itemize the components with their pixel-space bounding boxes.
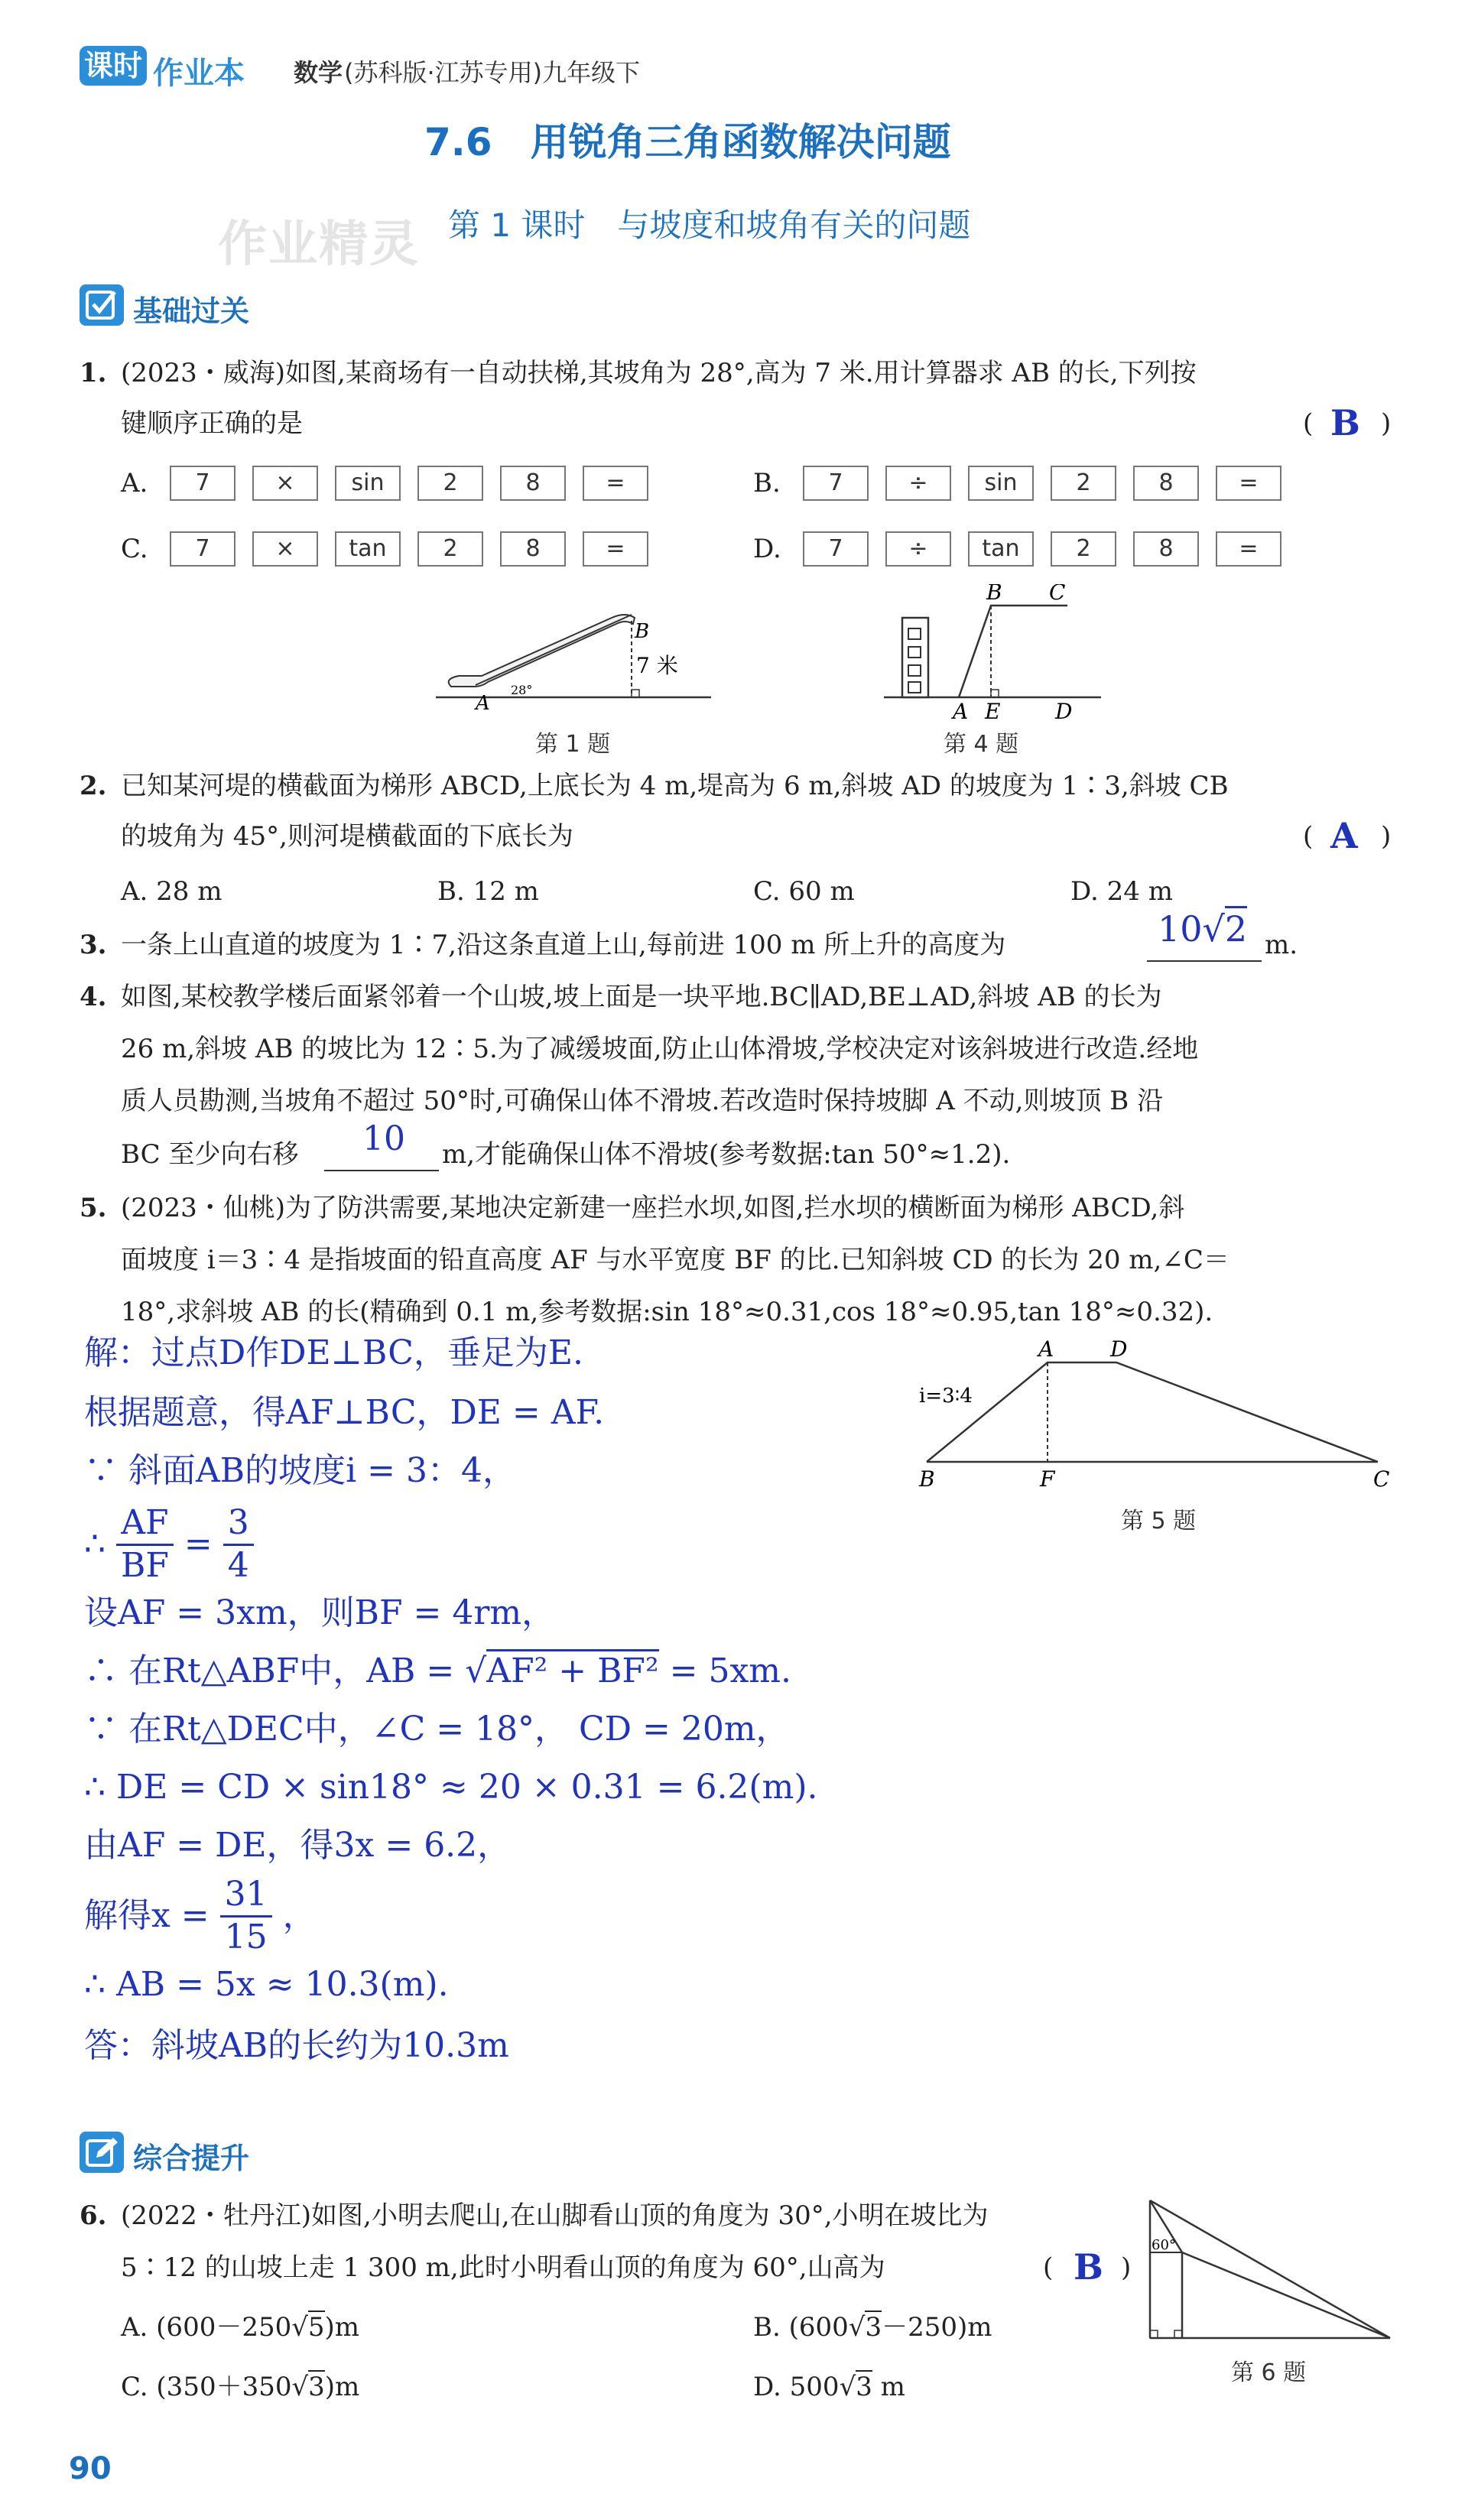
- q5-line1: (2023・仙桃)为了防洪需要,某地决定新建一座拦水坝,如图,拦水坝的横断面为梯形 ABCD,斜: [121, 1193, 1185, 1223]
- q2-option: D. 24 m: [1070, 876, 1173, 907]
- q1-optC-key: ×: [252, 531, 318, 567]
- q1-optD-key: ÷: [885, 531, 951, 567]
- q1-answer: B: [1330, 402, 1360, 443]
- q5-sol-4-therefore: ∴: [84, 1524, 106, 1564]
- q1-optC-key: tan: [335, 531, 401, 567]
- fig4-label-C: C: [1049, 584, 1066, 605]
- logo: 课时: [80, 46, 147, 86]
- q6-number: 6.: [80, 2200, 107, 2231]
- q2-answer: A: [1330, 815, 1358, 856]
- q1-optA-key: 7: [170, 466, 236, 501]
- q6-answer: B: [1074, 2246, 1103, 2288]
- q5-sol-2: 根据题意，得AF⊥BC，DE = AF.: [84, 1393, 605, 1432]
- q1-optA-key: 8: [500, 466, 566, 501]
- fig5-label-D: D: [1110, 1340, 1128, 1362]
- q5-sol-8: ∴ DE = CD × sin18° ≈ 20 × 0.31 = 6.2(m).: [84, 1768, 818, 1807]
- q6-optA: A. (600－250√5)m: [121, 2312, 360, 2343]
- q1-optB-key: 2: [1051, 466, 1116, 501]
- q5-sol-6: ∴ 在Rt△ABF中，AB = √AF² + BF² = 5xm.: [84, 1651, 791, 1692]
- q1-optA-key: =: [583, 466, 648, 501]
- q1-optD-key: tan: [968, 531, 1034, 567]
- q5-sol-4-eq: =: [184, 1524, 213, 1564]
- fig5-label-B: B: [919, 1466, 935, 1492]
- q6-paren-left: (: [1043, 2252, 1054, 2283]
- fig4-label-B: B: [986, 584, 1002, 605]
- q1-optD-key: 2: [1051, 531, 1116, 567]
- q4-answer: 10: [362, 1119, 405, 1158]
- q1-optD-key: 8: [1133, 531, 1199, 567]
- q1-optD-key: 7: [803, 531, 869, 567]
- q6-optC: C. (350＋350√3)m: [121, 2372, 360, 2402]
- q5-sol-9: 由AF = DE，得3x = 6.2，: [84, 1826, 512, 1865]
- q4-blank: [324, 1170, 439, 1171]
- q2-option: B. 12 m: [437, 876, 539, 907]
- fig4-label-E: E: [985, 699, 1001, 722]
- q4-number: 4.: [80, 982, 107, 1012]
- basic-section-title: 基础过关: [133, 294, 250, 328]
- q4-line4a: BC 至少向右移: [121, 1139, 299, 1170]
- q5-number: 5.: [80, 1193, 107, 1223]
- q4-line2: 26 m,斜坡 AB 的坡比为 12∶5.为了减缓坡面,防止山体滑坡,学校决定对该斜坡进行改造.经地: [121, 1034, 1199, 1064]
- q1-optC-key: 2: [417, 531, 483, 567]
- watermark: 作业精灵: [218, 216, 420, 273]
- fig5-slope: i=3∶4: [919, 1385, 973, 1408]
- q5-sol-4-frac2: $\frac{3}{4}$: [223, 1503, 254, 1586]
- page-number: 90: [69, 2451, 112, 2486]
- q5-line3: 18°,求斜坡 AB 的长(精确到 0.1 m,参考数据:sin 18°≈0.31,cos 18°≈0.95,tan 18°≈0.32).: [121, 1297, 1213, 1327]
- q1-line1: (2023・威海)如图,某商场有一自动扶梯,其坡角为 28°,高为 7 米.用计算器求 AB 的长,下列按: [121, 358, 1197, 388]
- q1-optD-key: =: [1216, 531, 1281, 567]
- q1-optC-key: 7: [170, 531, 236, 567]
- q5-sol-6-post: = 5xm.: [669, 1651, 791, 1690]
- q5-line2: 面坡度 i＝3∶4 是指坡面的铅直高度 AF 与水平宽度 BF 的比.已知斜坡 CD 的长为 20 m,∠C＝: [121, 1245, 1230, 1275]
- q1-optA-key: sin: [335, 466, 401, 501]
- pencil-icon: [80, 2132, 124, 2173]
- q3-answer-radicand: 2: [1225, 906, 1247, 950]
- fig6-caption: 第 6 题: [1231, 2359, 1307, 2386]
- q5-sol-7: ∵ 在Rt△DEC中，∠C = 18°， CD = 20m，: [84, 1710, 790, 1749]
- q3-blank: [1147, 960, 1262, 962]
- q1-number: 1.: [80, 358, 107, 388]
- fig1-label-B: B: [635, 620, 650, 643]
- q6-line2: 5∶12 的山坡上走 1 300 m,此时小明看山顶的角度为 60°,山高为: [121, 2252, 885, 2283]
- q1-paren-right: ): [1381, 408, 1392, 439]
- q2-line2: 的坡角为 45°,则河堤横截面的下底长为: [121, 821, 573, 852]
- q2-paren-left: (: [1303, 821, 1314, 852]
- q1-optC-label: C.: [121, 534, 148, 564]
- fig1-caption: 第 1 题: [535, 731, 611, 758]
- q1-optC-key: =: [583, 531, 648, 567]
- q2-paren-right: ): [1381, 821, 1392, 852]
- figure-5: [910, 1340, 1399, 1492]
- book-title: 作业本: [153, 56, 245, 91]
- q5-sol-4: [84, 1503, 254, 1586]
- figure-1: [428, 596, 719, 711]
- q5-sol-3: ∵ 斜面AB的坡度i = 3：4，: [84, 1451, 516, 1490]
- q5-sol-6-radicand: AF² + BF²: [486, 1649, 658, 1690]
- figure-4: [879, 584, 1109, 722]
- q5-sol-5: 设AF = 3xm，则BF = 4rm，: [84, 1593, 556, 1632]
- q1-optB-key: 7: [803, 466, 869, 501]
- section-title: 7.6 用锐角三角函数解决问题: [424, 120, 951, 164]
- subject: 数学: [294, 58, 343, 87]
- q5-sol-1: 解：过点D作DE⊥BC，垂足为E.: [84, 1333, 583, 1372]
- figure-6: [1144, 2193, 1396, 2346]
- q4-line1: 如图,某校教学楼后面紧邻着一个山坡,坡上面是一块平地.BC∥AD,BE⊥AD,斜坡 AB 的长为: [121, 982, 1162, 1012]
- q4-line3: 质人员勘测,当坡角不超过 50°时,可确保山体不滑坡.若改造时保持坡脚 A 不动,则坡顶 B 沿: [121, 1086, 1164, 1116]
- q2-option: C. 60 m: [753, 876, 855, 907]
- fig1-label-height: 7 米: [636, 653, 678, 678]
- q1-optB-key: ÷: [885, 466, 951, 501]
- lesson-title: 第 1 课时 与坡度和坡角有关的问题: [448, 206, 971, 244]
- q1-optC-key: 8: [500, 531, 566, 567]
- q5-sol-4-frac1: $\frac{AF}{BF}$: [116, 1503, 174, 1586]
- q2-option: A. 28 m: [121, 876, 223, 907]
- q3-number: 3.: [80, 930, 107, 960]
- check-icon: [80, 284, 124, 326]
- header: [80, 43, 768, 89]
- q1-optA-label: A.: [121, 468, 148, 498]
- q5-sol-10-post: ，: [282, 1895, 317, 1935]
- q1-paren-left: (: [1303, 408, 1314, 439]
- q1-optB-key: 8: [1133, 466, 1199, 501]
- q1-optB-label: B.: [753, 468, 781, 498]
- fig6-angle: 60°: [1152, 2237, 1176, 2253]
- edition: (苏科版·江苏专用)九年级下: [344, 58, 641, 87]
- fig5-label-F: F: [1040, 1466, 1055, 1492]
- q6-paren-right: ): [1121, 2252, 1132, 2283]
- q4-line4b: m,才能确保山体不滑坡(参考数据:tan 50°≈1.2).: [442, 1139, 1011, 1170]
- q3-text: 一条上山直道的坡度为 1∶7,沿这条直道上山,每前进 100 m 所上升的高度为: [121, 930, 1006, 960]
- q1-optB-key: =: [1216, 466, 1281, 501]
- q1-line2: 键顺序正确的是: [121, 408, 303, 439]
- fig1-label-angle: 28°: [511, 683, 533, 697]
- q5-sol-10-frac: $\frac{31}{15}$: [220, 1875, 272, 1958]
- advanced-section-title: 综合提升: [133, 2142, 250, 2175]
- q6-optB: B. (600√3－250)m: [753, 2312, 992, 2343]
- q3-answer: 10√2: [1158, 908, 1247, 950]
- q6-optD: D. 500√3 m: [753, 2372, 905, 2402]
- fig4-label-D: D: [1055, 699, 1073, 722]
- q1-optB-key: sin: [968, 466, 1034, 501]
- q5-sol-12: 答：斜坡AB的长约为10.3m: [84, 2026, 509, 2065]
- q1-optA-key: ×: [252, 466, 318, 501]
- fig5-label-C: C: [1373, 1466, 1390, 1492]
- q3-unit: m.: [1265, 930, 1298, 960]
- fig1-label-A: A: [476, 692, 490, 711]
- q3-answer-coef: 10: [1158, 908, 1203, 950]
- q2-line1: 已知某河堤的横截面为梯形 ABCD,上底长为 4 m,堤高为 6 m,斜坡 AD 的坡度为 1∶3,斜坡 CB: [121, 771, 1229, 801]
- q5-sol-11: ∴ AB = 5x ≈ 10.3(m).: [84, 1965, 449, 2004]
- q1-optA-key: 2: [417, 466, 483, 501]
- fig5-caption: 第 5 题: [1121, 1508, 1197, 1534]
- q5-sol-10-pre: 解得x =: [84, 1895, 210, 1935]
- q6-line1: (2022・牡丹江)如图,小明去爬山,在山脚看山顶的角度为 30°,小明在坡比为: [121, 2200, 989, 2231]
- q5-sol-10: [84, 1875, 317, 1958]
- q2-number: 2.: [80, 771, 107, 801]
- fig4-caption: 第 4 题: [944, 731, 1019, 758]
- q5-sol-6-pre: ∴ 在Rt△ABF中，AB =: [84, 1651, 455, 1690]
- q1-optD-label: D.: [753, 534, 781, 564]
- fig4-label-A: A: [953, 699, 969, 722]
- fig5-label-A: A: [1038, 1340, 1054, 1362]
